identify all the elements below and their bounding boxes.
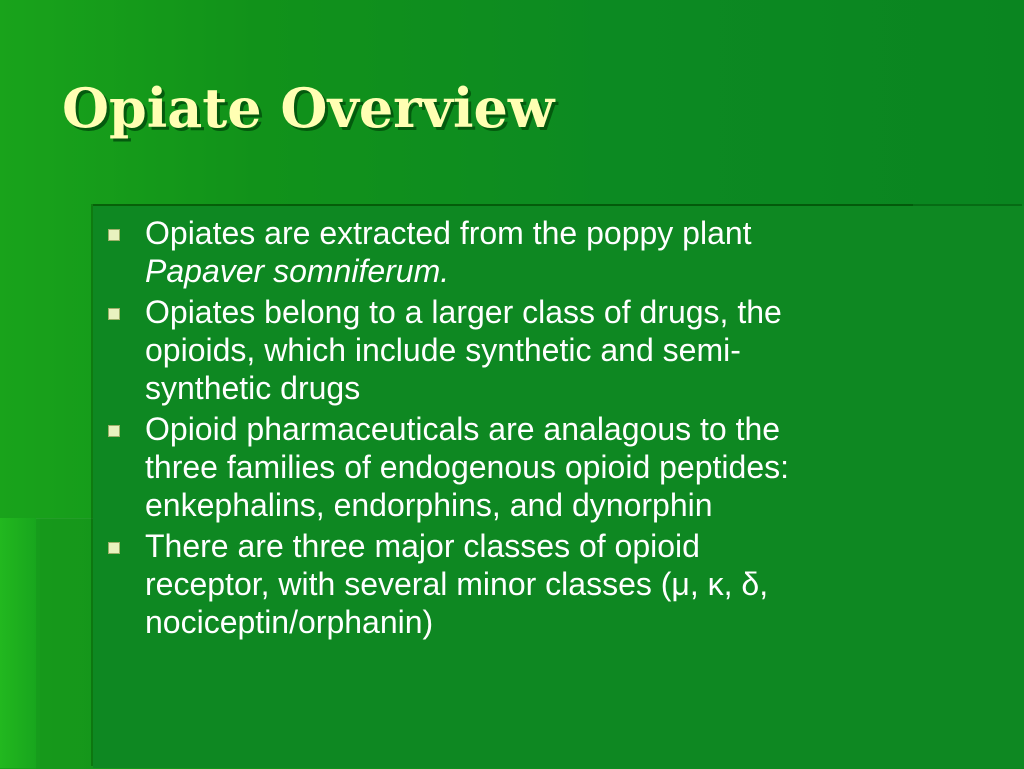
bullet-item [100, 527, 980, 641]
bullet-item [100, 293, 980, 407]
square-bullet-icon [108, 229, 120, 241]
bullet-text: synthetic drugs [145, 370, 361, 406]
slide-title: Opiate Overview [62, 76, 555, 140]
background-panel-left [0, 518, 40, 768]
species-name: Papaver somniferum. [145, 253, 450, 289]
square-bullet-icon [108, 308, 120, 320]
bullet-text: opioids, which include synthetic and semi- [145, 332, 741, 368]
square-bullet-icon [108, 425, 120, 437]
bullet-text: three families of endogenous opioid peptides: [145, 449, 789, 485]
square-bullet-icon [108, 542, 120, 554]
bullet-item [100, 410, 980, 524]
bullet-text: Opioid pharmaceuticals are analagous to the [145, 411, 781, 447]
bullet-text: nociceptin/orphanin) [145, 604, 434, 640]
bullet-text: receptor, with several minor classes (μ, κ, δ, [145, 566, 769, 602]
bullet-text: Opiates are extracted from the poppy plant [145, 215, 752, 251]
bullet-list [100, 214, 980, 644]
bullet-item [100, 214, 980, 290]
bullet-text: There are three major classes of opioid [145, 528, 700, 564]
bullet-text: enkephalins, endorphins, and dynorphin [145, 487, 713, 523]
bullet-text: Opiates belong to a larger class of drugs, the [145, 294, 782, 330]
